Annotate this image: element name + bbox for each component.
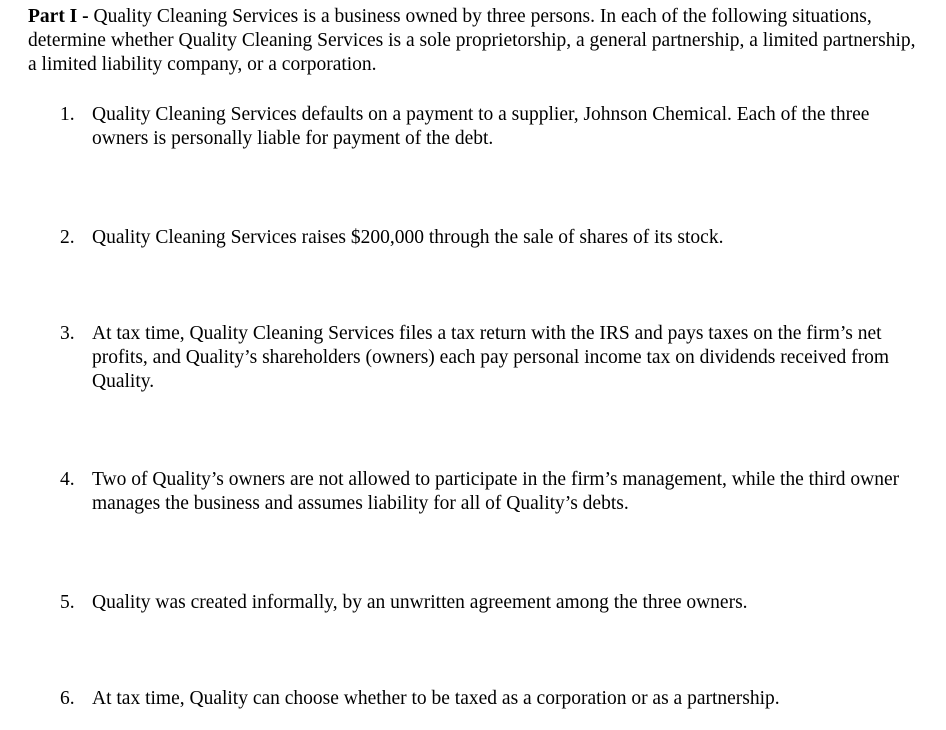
item-number: 6.: [60, 688, 75, 709]
intro-paragraph: [28, 5, 928, 77]
list-item: [60, 687, 910, 711]
item-number: 1.: [60, 104, 75, 125]
item-text: Quality Cleaning Services raises $200,000 through the sale of shares of its stock.: [92, 227, 724, 248]
intro-text: Quality Cleaning Services is a business owned by three persons. In each of the following situations, determine whether Quality Cleaning Services is a sole proprietorship, a general partnership, a limited partnership, a limited liability company, or a corporation.: [28, 6, 916, 75]
part-separator: -: [77, 6, 94, 27]
item-number: 4.: [60, 469, 75, 490]
list-item: [60, 468, 910, 516]
part-label: Part I: [28, 6, 78, 27]
item-number: 5.: [60, 592, 75, 613]
list-item: [60, 103, 910, 151]
item-text: Quality Cleaning Services defaults on a payment to a supplier, Johnson Chemical. Each of the three owners is personally liable for payment of the debt.: [92, 104, 870, 149]
list-item: [60, 591, 910, 615]
item-text: At tax time, Quality can choose whether to be taxed as a corporation or as a partnership.: [92, 688, 780, 709]
list-item: [60, 322, 910, 394]
item-text: Two of Quality’s owners are not allowed to participate in the firm’s management, while the third owner manages the business and assumes liability for all of Quality’s debts.: [92, 469, 900, 514]
item-text: At tax time, Quality Cleaning Services files a tax return with the IRS and pays taxes on the firm’s net profits, and Quality’s shareholders (owners) each pay personal income tax on dividends received from Quality.: [92, 323, 890, 392]
item-number: 3.: [60, 323, 75, 344]
list-item: [60, 226, 910, 250]
item-text: Quality was created informally, by an unwritten agreement among the three owners.: [92, 592, 748, 613]
item-number: 2.: [60, 227, 75, 248]
